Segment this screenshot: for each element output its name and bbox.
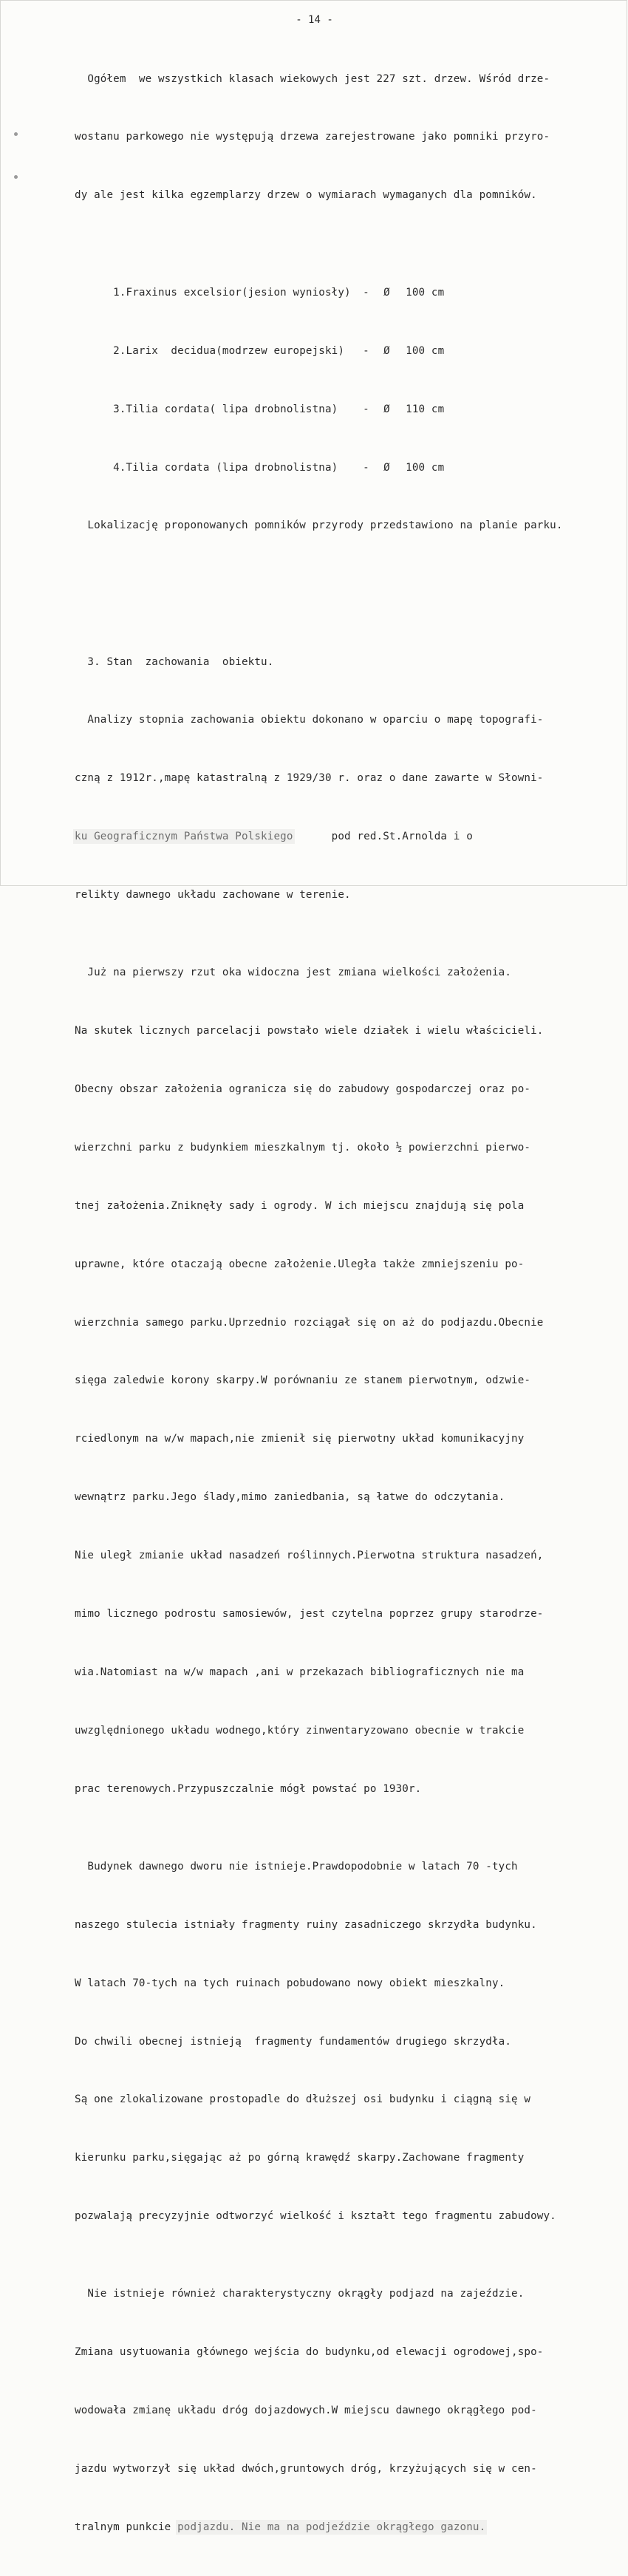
- text-line: dy ale jest kilka egzemplarzy drzew o wymiarach wymaganych dla pomników.: [75, 189, 537, 202]
- section-heading: 3. Stan zachowania obiektu.: [75, 655, 274, 668]
- text-line: Analizy stopnia zachowania obiektu dokonano w oparciu o mapę topografi-: [75, 714, 544, 726]
- blank-line: [75, 574, 592, 593]
- text-line: pozwalają precyzyjnie odtworzyć wielkość i kształt tego fragmentu zabudowy.: [75, 2210, 556, 2223]
- diameter-symbol: Ø: [383, 461, 390, 474]
- species-name: 4.Tilia cordata (lipa drobnolistna): [113, 461, 338, 474]
- text-line: mimo licznego podrostu samosiewów, jest czytelna poprzez grupy starodrze-: [75, 1608, 544, 1621]
- species-dash: -: [363, 286, 369, 299]
- text-line: Obecny obszar założenia ogranicza się do zabudowy gospodarczej oraz po-: [75, 1083, 531, 1096]
- species-row: [75, 380, 592, 415]
- correction-patch: ku Geograficznym Państwa Polskiego: [75, 831, 293, 843]
- text-line: wierzchni parku z budynkiem mieszkalnym tj. około ½ powierzchni pierwo-: [75, 1141, 531, 1154]
- species-name: 1.Fraxinus excelsior(jesion wyniosły): [113, 286, 351, 299]
- diameter-symbol: Ø: [383, 344, 390, 357]
- text-line: wostanu parkowego nie występują drzewa zarejestrowane jako pomniki przyro-: [75, 131, 550, 143]
- species-diameter: 100 cm: [406, 461, 445, 474]
- text-line: Budynek dawnego dworu nie istnieje.Prawdopodobnie w latach 70 -tych: [75, 1860, 518, 1873]
- text-line: Są one zlokalizowane prostopadle do dłuższej osi budynku i ciągną się w: [75, 2093, 531, 2106]
- text-line: wodowała zmianę układu dróg dojazdowych.W miejscu dawnego okrągłego pod-: [75, 2405, 537, 2417]
- diameter-symbol: Ø: [383, 286, 390, 299]
- species-row: [75, 438, 592, 474]
- species-diameter: 100 cm: [406, 344, 445, 357]
- text-line: Nie istnieje również charakterystyczny okrągły podjazd na zajeździe.: [75, 2288, 525, 2300]
- text-line: [75, 2518, 592, 2537]
- text-line: Nie uległ zmianie układ nasadzeń roślinnych.Pierwotna struktura nasadzeń,: [75, 1550, 544, 1562]
- text-line: relikty dawnego układu zachowane w terenie.: [75, 889, 351, 902]
- text-line: wewnątrz parku.Jego ślady,mimo zaniedbania, są łatwe do odczytania.: [75, 1491, 505, 1504]
- document-body: [75, 30, 592, 2576]
- text-line: Ogółem we wszystkich klasach wiekowych jest 227 szt. drzew. Wśród drze-: [75, 72, 550, 85]
- species-name: 2.Larix decidua(modrzew europejski): [113, 344, 345, 357]
- species-dash: -: [363, 344, 369, 357]
- species-dash: -: [363, 461, 369, 474]
- text-line: [75, 827, 592, 846]
- text-line: kierunku parku,sięgając aż po górną krawędź skarpy.Zachowane fragmenty: [75, 2152, 525, 2164]
- species-diameter: 100 cm: [406, 286, 445, 299]
- text-line: naszego stulecia istniały fragmenty ruiny zasadniczego skrzydła budynku.: [75, 1918, 537, 1931]
- text-fragment: pod red.St.Arnolda i o: [293, 831, 473, 843]
- species-name: 3.Tilia cordata( lipa drobnolistna): [113, 403, 338, 415]
- text-line: uprawne, które otaczają obecne założenie.Uległa także zmniejszeniu po-: [75, 1258, 525, 1270]
- text-fragment: tralnym punkcie: [75, 2521, 178, 2533]
- location-note: Lokalizację proponowanych pomników przyrody przedstawiono na planie parku.: [75, 519, 563, 532]
- text-line: Zmiana usytuowania głównego wejścia do budynku,od elewacji ogrodowej,spo-: [75, 2346, 544, 2359]
- diameter-symbol: Ø: [383, 403, 390, 415]
- text-line: jazdu wytworzył się układ dwóch,gruntowych dróg, krzyżujących się w cen-: [75, 2463, 537, 2476]
- species-row: [75, 264, 592, 299]
- text-line: uwzględnionego układu wodnego,który zinwentaryzowano obecnie w trakcie: [75, 1724, 525, 1737]
- text-line: W latach 70-tych na tych ruinach pobudowano nowy obiekt mieszkalny.: [75, 1977, 505, 1989]
- punch-hole-mark: [14, 175, 18, 179]
- text-line: wia.Natomiast na w/w mapach ,ani w przekazach bibliograficznych nie ma: [75, 1666, 525, 1678]
- text-line: Do chwili obecnej istnieją fragmenty fundamentów drugiego skrzydła.: [75, 2035, 512, 2048]
- text-line: tnej założenia.Zniknęły sady i ogrody. W ich miejscu znajdują się pola: [75, 1199, 525, 1212]
- text-line: prac terenowych.Przypuszczalnie mógł powstać po 1930r.: [75, 1782, 422, 1795]
- text-line: Na skutek licznych parcelacji powstało wiele działek i wielu właścicieli.: [75, 1025, 544, 1037]
- text-line: czną z 1912r.,mapę katastralną z 1929/30 r. oraz o dane zawarte w Słowni-: [75, 772, 544, 785]
- text-line: sięga zaledwie korony skarpy.W porównaniu ze stanem pierwotnym, odzwie-: [75, 1374, 531, 1387]
- page-number: - 14 -: [296, 14, 333, 26]
- correction-patch: podjazdu. Nie ma na podjeździe okrągłego gazonu.: [177, 2521, 486, 2533]
- species-dash: -: [363, 403, 369, 415]
- species-diameter: 110 cm: [406, 403, 445, 415]
- text-line: wierzchnia samego parku.Uprzednio rozciągał się on aż do podjazdu.Obecnie: [75, 1316, 544, 1329]
- punch-hole-mark: [14, 132, 18, 136]
- text-line: Już na pierwszy rzut oka widoczna jest zmiana wielkości założenia.: [75, 967, 512, 979]
- species-row: [75, 321, 592, 357]
- text-line: rciedlonym na w/w mapach,nie zmienił się pierwotny układ komunikacyjny: [75, 1433, 525, 1445]
